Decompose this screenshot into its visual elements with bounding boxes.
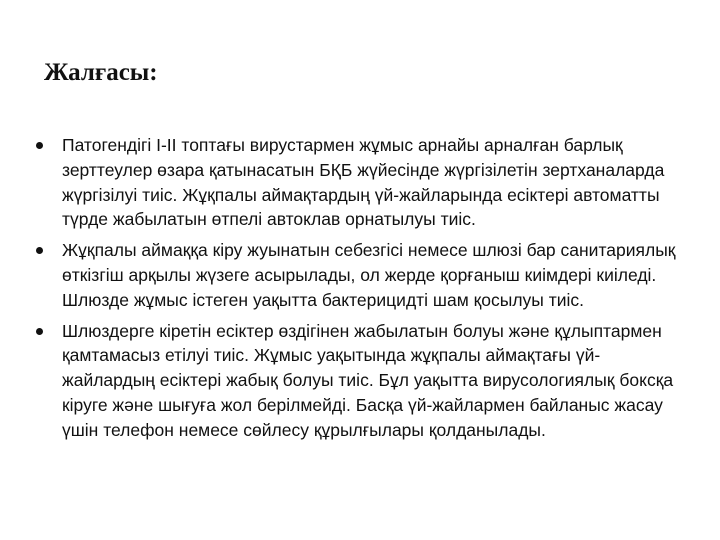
bullet-item [36, 238, 686, 312]
bullet-item [36, 133, 686, 232]
bullet-dot-icon [36, 142, 43, 149]
bullet-text: Жұқпалы аймаққа кіру жуынатын себезгісі немесе шлюзі бар санитариялық өткізгіш арқылы жүзеге асырылады, ол жерде қорғаныш киімдері киіледі. Шлюзде жұмыс істеген уақытта бактерицидті шам қосылуы тиіс. [62, 240, 676, 310]
bullet-item [36, 319, 686, 443]
bullet-list [36, 133, 686, 449]
bullet-text: Патогендігі I-II топтағы вирустармен жұмыс арнайы арналған барлық зерттеулер өзара қатынасатын БҚБ жүйесінде жүргізілетін зертханаларда жүргізілуі тиіс. Жұқпалы аймақтардың үй-жайларында есіктері автоматты түрде жабылатын өтпелі автоклав орнатылуы тиіс. [62, 135, 665, 230]
bullet-text: Шлюздерге кіретін есіктер өздігінен жабылатын болуы және құлыптармен қамтамасыз етілуі тиіс. Жұмыс уақытында жұқпалы аймақтағы үй-жайлардың есіктері жабық болуы тиіс. Бұл уақытта вирусологиялық боксқа кіруге және шығуға жол берілмейді. Басқа үй-жайлармен байланыс жасау үшін телефон немесе сөйлесу құрылғылары қолданылады. [62, 320, 674, 440]
bullet-dot-icon [36, 247, 43, 254]
bullet-dot-icon [36, 328, 43, 335]
slide-title: Жалғасы: [44, 59, 158, 86]
